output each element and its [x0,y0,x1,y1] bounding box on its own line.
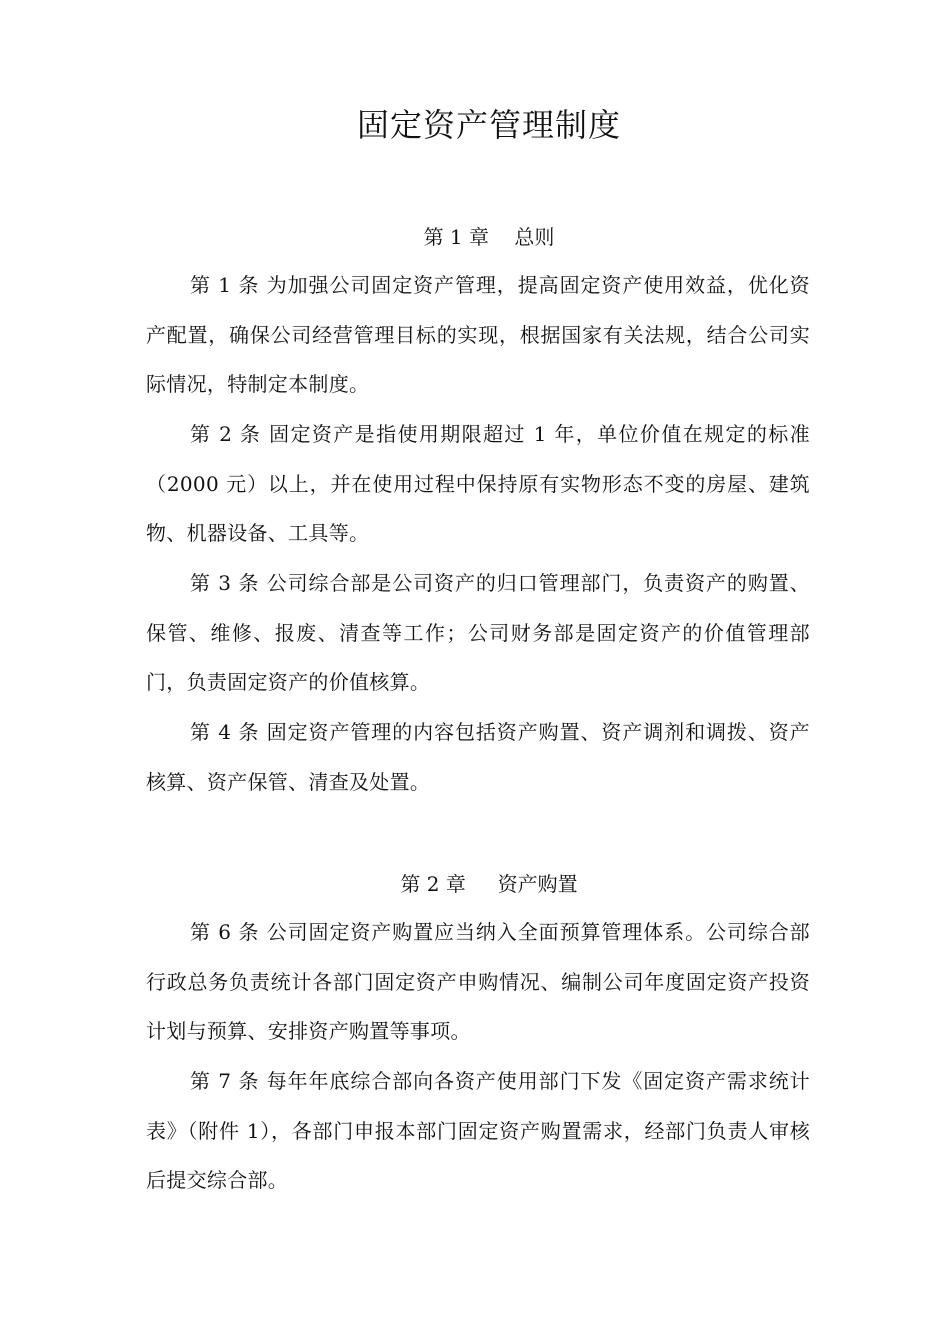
article-label: 第 6 条 [190,920,260,944]
article-paragraph [146,908,810,1057]
article-label: 第 3 条 [190,571,260,595]
article-label: 第 4 条 [190,720,260,744]
article-label: 第 2 条 [190,422,262,446]
article-text: 公司固定资产购置应当纳入全面预算管理体系。公司综合部行政总务负责统计各部门固定资产申购情况、编制公司年度固定资产投资计划与预算、安排资产购置等事项。 [146,920,810,1043]
article-text: 固定资产管理的内容包括资产购置、资产调剂和调拨、资产核算、资产保管、清查及处置。 [146,720,810,794]
article-text: 每年年底综合部向各资产使用部门下发《固定资产需求统计表》（附件 1），各部门申报本部门固定资产购置需求，经部门负责人审核后提交综合部。 [146,1069,810,1192]
article-text: 固定资产是指使用期限超过 1 年，单位价值在规定的标准（2000 元）以上，并在使用过程中保持原有实物形态不变的房屋、建筑物、机器设备、工具等。 [146,422,810,545]
article-text: 公司综合部是公司资产的归口管理部门，负责资产的购置、保管、维修、报废、清查等工作；公司财务部是固定资产的价值管理部门，负责固定资产的价值核算。 [146,571,810,694]
article-label: 第 1 条 [190,273,260,297]
article-paragraph [146,410,810,559]
article-text: 为加强公司固定资产管理，提高固定资产使用效益，优化资产配置，确保公司经营管理目标的实现，根据国家有关法规，结合公司实际情况，特制定本制度。 [146,273,810,396]
document-title: 固定资产管理制度 [356,106,621,144]
article-label: 第 7 条 [190,1069,260,1093]
article-paragraph [146,1057,810,1206]
article-paragraph [146,559,810,708]
article-paragraph [146,708,810,807]
chapter-heading: 第 1 章 总则 [423,225,555,249]
article-paragraph [146,261,810,410]
chapter-heading: 第 2 章 资产购置 [400,872,578,896]
